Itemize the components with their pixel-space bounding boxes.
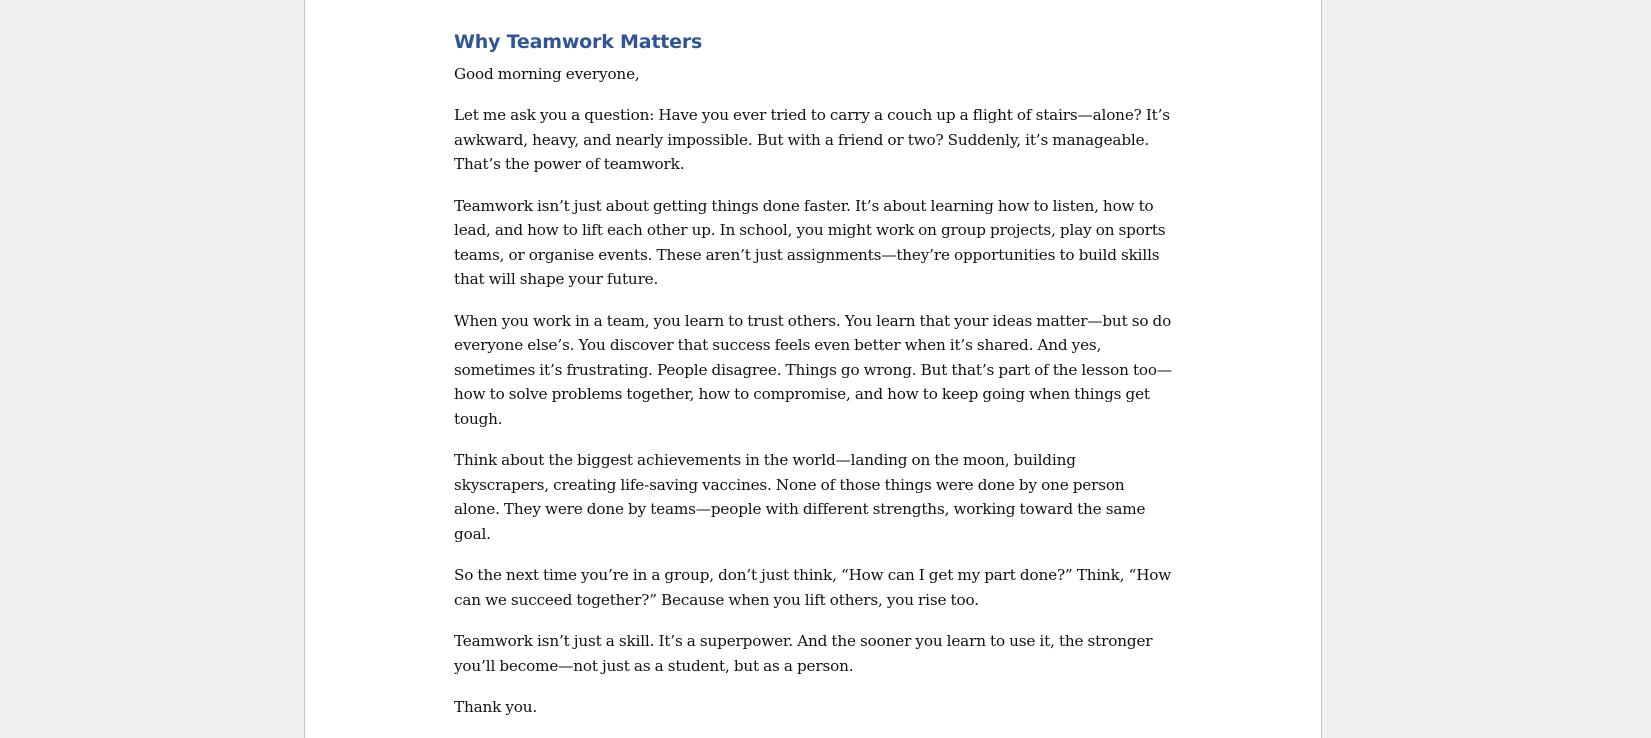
paragraph-biggest-achievements[interactable]: Think about the biggest achievements in the world—landing on the moon, building skyscrapers, creating life-saving vaccines. None of those things were done by one person alone. They were done by teams—people with different strengths, working toward the same goal. [454,451,1146,543]
document-title[interactable]: Why Teamwork Matters [454,31,703,53]
paragraph-superpower[interactable]: Teamwork isn’t just a skill. It’s a superpower. And the sooner you learn to use it, the stronger you’ll become—not just as a student, but as a person. [454,632,1153,675]
paragraph-couch-question[interactable]: Let me ask you a question: Have you ever tried to carry a couch up a flight of stairs—alone? It’s awkward, heavy, and nearly impossible. But with a friend or two? Suddenly, it’s manageable. That’s the power of teamwork. [454,106,1170,173]
paragraph-thank-you[interactable]: Thank you. [454,698,538,716]
paragraph-teamwork-skills[interactable]: Teamwork isn’t just about getting things done faster. It’s about learning how to listen, how to lead, and how to lift each other up. In school, you might work on group projects, play on sports teams, or organise events. These aren’t just assignments—they’re opportunities to build skills that will shape your future. [454,196,1166,288]
paragraph-trust-others[interactable]: When you work in a team, you learn to trust others. You learn that your ideas matter—but so do everyone else’s. You discover that success feels even better when it’s shared. And yes, sometimes it’s frustrating. People disagree. Things go wrong. But that’s part of the lesson too—how to solve problems together, how to compromise, and how to keep going when things get tough. [454,311,1172,428]
document-page[interactable] [304,0,1322,738]
paragraph-greeting[interactable]: Good morning everyone, [454,65,640,83]
document-body[interactable] [454,28,1174,737]
paragraph-succeed-together[interactable]: So the next time you’re in a group, don’t just think, “How can I get my part done?” Think, “How can we succeed together?” Because when you lift others, you rise too. [454,566,1172,609]
